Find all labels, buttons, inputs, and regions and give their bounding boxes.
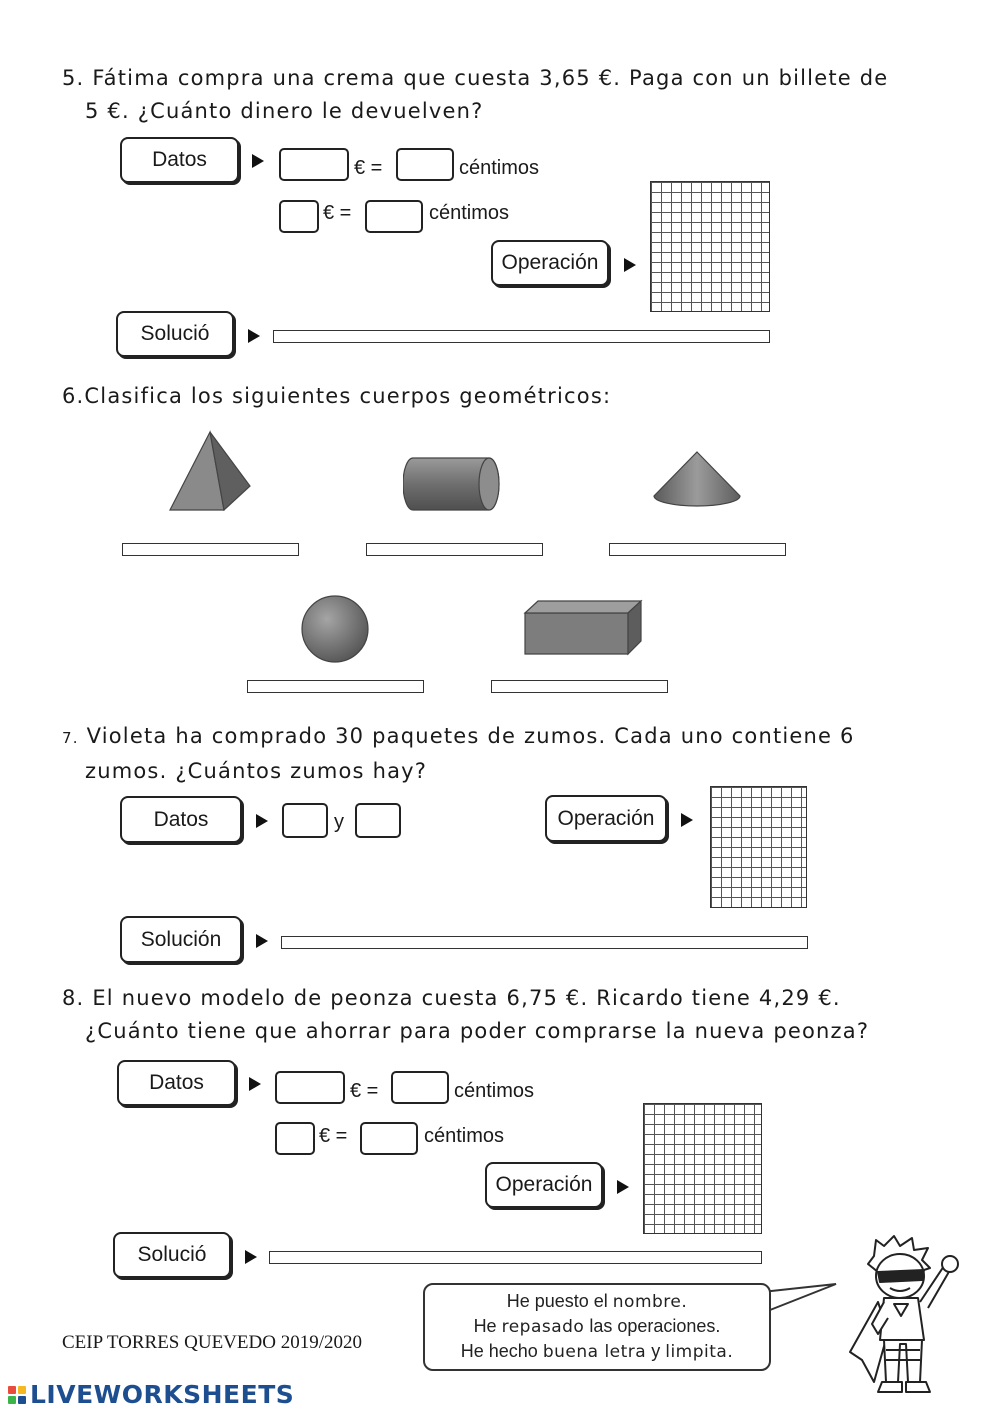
- cylinder-shape: [403, 456, 501, 512]
- q7-text-line1: Violeta ha comprado 30 paquetes de zumos. Cada uno contiene 6: [86, 724, 855, 748]
- q5-solucion-label: Solució: [116, 311, 234, 357]
- q7-number: 7.: [62, 729, 79, 747]
- q5-datos-arrow-icon: [252, 154, 264, 168]
- q8-cents-input-2[interactable]: [360, 1122, 418, 1155]
- liveworksheets-logo-icon: [8, 1386, 26, 1404]
- q5-centimos-1: céntimos: [459, 157, 540, 179]
- q8-euros-input-2[interactable]: [275, 1122, 315, 1155]
- bubble-text: He hecho: [460, 1341, 543, 1361]
- q7-operation-grid[interactable]: [710, 786, 807, 908]
- q5-statement: [62, 62, 888, 128]
- q5-centimos-2: céntimos: [429, 202, 510, 224]
- q8-centimos-1: céntimos: [454, 1080, 535, 1102]
- q7-operacion-label: Operación: [545, 795, 667, 842]
- q7-y-text: y: [334, 811, 344, 833]
- q7-data-input-2[interactable]: [355, 803, 401, 838]
- q7-datos-label: Datos: [120, 796, 242, 843]
- logo-text: LIVEWORKSHEETS: [30, 1380, 295, 1409]
- checklist-line-2: [425, 1314, 769, 1339]
- q5-cents-input-1[interactable]: [396, 148, 454, 181]
- bubble-emphasis: limpita.: [665, 1342, 734, 1362]
- q8-datos-label: Datos: [117, 1060, 236, 1106]
- q8-operacion-arrow-icon: [617, 1180, 629, 1194]
- q5-text-line2: 5 €. ¿Cuánto dinero le devuelven?: [85, 99, 484, 123]
- q5-operacion-label: Operación: [491, 240, 609, 286]
- bubble-text: las operaciones.: [584, 1316, 721, 1336]
- q8-solucion-arrow-icon: [245, 1250, 257, 1264]
- q8-euro-eq-1: € =: [350, 1080, 379, 1102]
- q5-euro-eq-2: € =: [323, 202, 352, 224]
- q5-euros-input-1[interactable]: [279, 148, 349, 181]
- pyramid-shape: [168, 430, 252, 512]
- prism-answer-input[interactable]: [491, 680, 668, 693]
- q8-solucion-label: Solució: [113, 1232, 231, 1278]
- q8-euro-eq-2: € =: [319, 1125, 348, 1147]
- prism-shape: [522, 599, 644, 657]
- superhero-kid-illustration: [838, 1232, 968, 1402]
- bubble-text: He puesto el: [506, 1291, 613, 1311]
- speech-bubble-tail: [760, 1282, 840, 1312]
- sphere-answer-input[interactable]: [247, 680, 424, 693]
- q7-solucion-label: Solución: [120, 916, 242, 963]
- q5-cents-input-2[interactable]: [365, 200, 423, 233]
- q7-datos-arrow-icon: [256, 814, 268, 828]
- cone-answer-input[interactable]: [609, 543, 786, 556]
- q5-operacion-arrow-icon: [624, 258, 636, 272]
- q8-centimos-2: céntimos: [424, 1125, 505, 1147]
- bubble-text: He: [473, 1316, 502, 1336]
- bubble-emphasis: nombre.: [612, 1292, 688, 1312]
- q7-statement: [62, 720, 855, 788]
- q8-operacion-label: Operación: [485, 1162, 603, 1208]
- q5-solucion-arrow-icon: [248, 329, 260, 343]
- q7-data-input-1[interactable]: [282, 803, 328, 838]
- q8-text-line1: El nuevo modelo de peonza cuesta 6,75 €. Ricardo tiene 4,29 €.: [92, 986, 841, 1010]
- liveworksheets-logo: [8, 1380, 294, 1409]
- q5-datos-label: Datos: [120, 137, 239, 183]
- school-footer: CEIP TORRES QUEVEDO 2019/2020: [62, 1332, 362, 1353]
- q7-text-line2: zumos. ¿Cuántos zumos hay?: [85, 759, 428, 783]
- q8-solucion-input[interactable]: [269, 1251, 762, 1264]
- bubble-text: y: [646, 1341, 666, 1361]
- q8-cents-input-1[interactable]: [391, 1071, 449, 1104]
- q5-text-line1: Fátima compra una crema que cuesta 3,65 €. Paga con un billete de: [92, 66, 889, 90]
- q5-number: 5.: [62, 66, 85, 90]
- checklist-speech-bubble: [423, 1283, 771, 1371]
- sphere-shape: [299, 593, 371, 665]
- cylinder-answer-input[interactable]: [366, 543, 543, 556]
- q5-euro-eq-1: € =: [354, 157, 383, 179]
- pyramid-answer-input[interactable]: [122, 543, 299, 556]
- q5-operation-grid[interactable]: [650, 181, 770, 312]
- q5-euros-input-2[interactable]: [279, 200, 319, 233]
- q8-text-line2: ¿Cuánto tiene que ahorrar para poder comprarse la nueva peonza?: [85, 1019, 870, 1043]
- q7-solucion-input[interactable]: [281, 936, 808, 949]
- bubble-emphasis: repasado: [501, 1317, 585, 1337]
- q8-number: 8.: [62, 986, 85, 1010]
- q5-solucion-input[interactable]: [273, 330, 770, 343]
- q8-datos-arrow-icon: [249, 1077, 261, 1091]
- q8-euros-input-1[interactable]: [275, 1071, 345, 1104]
- checklist-line-3: [425, 1339, 769, 1364]
- checklist-line-1: [425, 1289, 769, 1314]
- q8-operation-grid[interactable]: [643, 1103, 762, 1234]
- q6-title: 6.Clasifica los siguientes cuerpos geométricos:: [62, 384, 612, 408]
- q7-solucion-arrow-icon: [256, 934, 268, 948]
- bubble-emphasis: buena letra: [542, 1342, 647, 1362]
- q7-operacion-arrow-icon: [681, 813, 693, 827]
- cone-shape: [652, 450, 742, 510]
- q8-statement: [62, 982, 869, 1048]
